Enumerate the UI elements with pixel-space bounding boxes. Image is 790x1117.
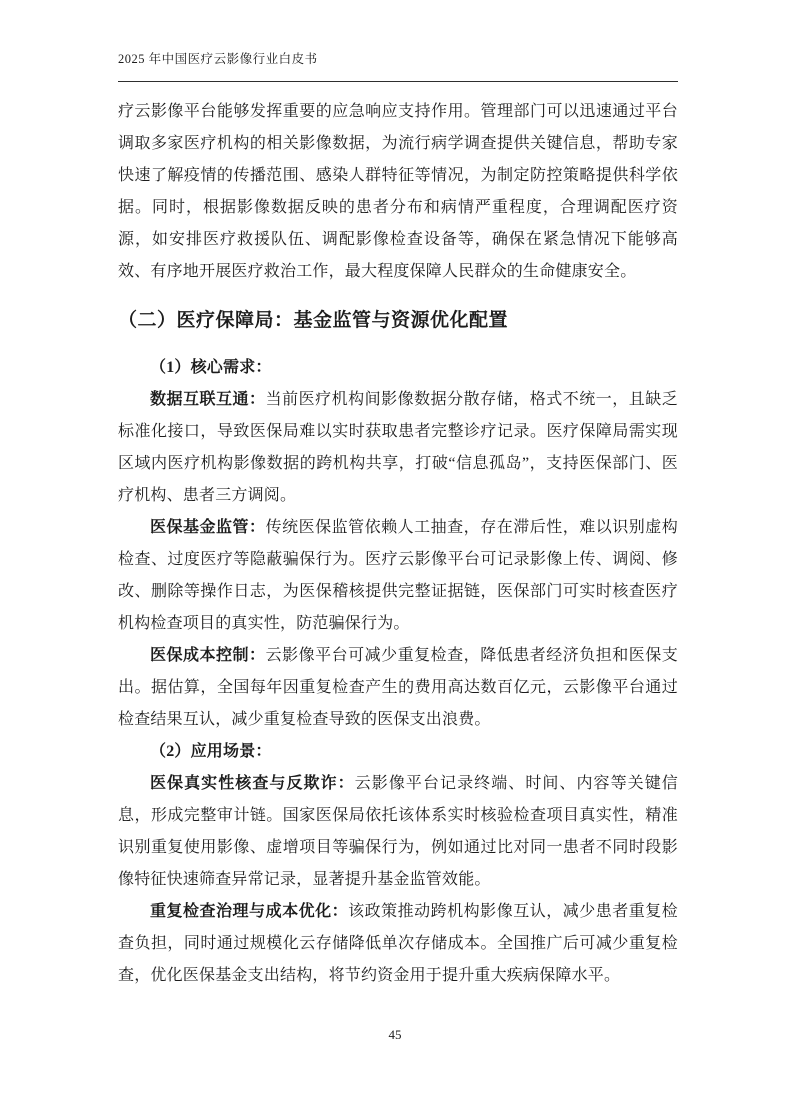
page-header <box>118 50 678 82</box>
need-paragraph-fund-supervision <box>118 512 678 640</box>
need-paragraph-cost-control <box>118 640 678 736</box>
need-paragraph-data-interconnect <box>118 384 678 512</box>
paragraph-text: 当前医疗机构间影像数据分散存储，格式不统一，且缺乏标准化接口，导致医保局难以实时获取患者完整诊疗记录。医疗保障局需实现区域内医疗机构影像数据的跨机构共享，打破“信息孤岛”，支持医保部门、医疗机构、患者三方调阅。 <box>118 391 678 504</box>
paragraph-lead: 重复检查治理与成本优化： <box>150 903 349 920</box>
subsection-2-label: （2）应用场景： <box>150 743 272 760</box>
paragraph-text: 云影像平台记录终端、时间、内容等关键信息，形成完整审计链。国家医保局依托该体系实时核验检查项目真实性，精准识别重复使用影像、虚增项目等骗保行为，例如通过比对同一患者不同时段影像特征快速筛查异常记录，显著提升基金监管效能。 <box>118 775 678 888</box>
paragraph-lead: 医保真实性核查与反欺诈： <box>150 775 355 792</box>
page-number: 45 <box>388 1027 402 1042</box>
paragraph-lead: 数据互联互通： <box>150 391 266 408</box>
page-footer <box>0 1027 790 1043</box>
section-heading: （二）医疗保障局：基金监管与资源优化配置 <box>118 310 509 331</box>
scenario-paragraph-duplicate-check <box>118 896 678 992</box>
paragraph-text: 该政策推动跨机构影像互认，减少患者重复检查负担，同时通过规模化云存储降低单次存储成本。全国推广后可减少重复检查，优化医保基金支出结构，将节约资金用于提升重大疾病保障水平。 <box>118 903 678 984</box>
intro-paragraph: 疗云影像平台能够发挥重要的应急响应支持作用。管理部门可以迅速通过平台调取多家医疗机构的相关影像数据，为流行病学调查提供关键信息，帮助专家快速了解疫情的传播范围、感染人群特征等情况，为制定防控策略提供科学依据。同时，根据影像数据反映的患者分布和病情严重程度，合理调配医疗资源，如安排医疗救援队伍、调配影像检查设备等，确保在紧急情况下能够高效、有序地开展医疗救治工作，最大程度保障人民群众的生命健康安全。 <box>118 103 678 280</box>
header-title: 2025 年中国医疗云影像行业白皮书 <box>118 52 318 66</box>
paragraph-lead: 医保成本控制： <box>150 647 266 664</box>
paragraph-lead: 医保基金监管： <box>150 519 266 536</box>
paragraph-text: 传统医保监管依赖人工抽查，存在滞后性，难以识别虚构检查、过度医疗等隐蔽骗保行为。医疗云影像平台可记录影像上传、调阅、修改、删除等操作日志，为医保稽核提供完整证据链，医保部门可实时核查医疗机构检查项目的真实性，防范骗保行为。 <box>118 519 678 632</box>
subsection-1-label: （1）核心需求： <box>150 359 272 376</box>
paragraph-text: 云影像平台可减少重复检查，降低患者经济负担和医保支出。据估算，全国每年因重复检查产生的费用高达数百亿元，云影像平台通过检查结果互认，减少重复检查导致的医保支出浪费。 <box>118 647 678 728</box>
scenario-paragraph-authenticity-check <box>118 768 678 896</box>
document-body <box>118 96 678 992</box>
